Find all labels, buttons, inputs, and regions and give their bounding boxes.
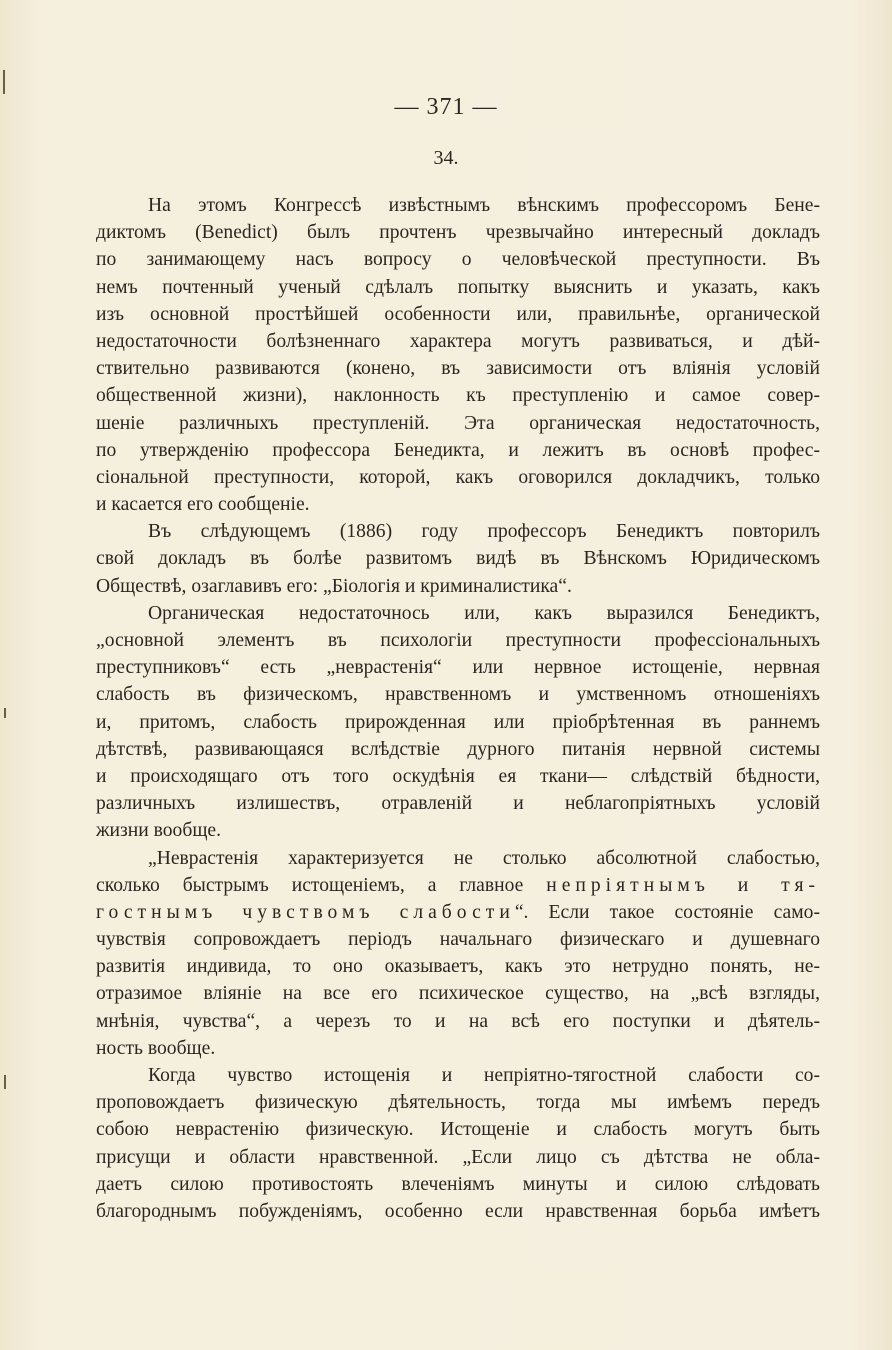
text-line: свой докладъ въ болѣе развитомъ видѣ въ Вѣнскомъ Юридическомъ <box>96 548 820 570</box>
text-line: изъ основной простѣйшей особенности или, правильнѣе, органической <box>96 303 820 325</box>
spaced-emphasis: гостнымъ чувствомъ слабости <box>96 901 515 923</box>
text-line: даетъ силою противостоять влеченіямъ минуты и силою слѣдовать <box>96 1173 820 1195</box>
text-line: общественной жизни), наклонность къ преступленію и самое совер- <box>96 385 820 407</box>
text-line: жизни вообще. <box>96 820 221 842</box>
text-line-mixed <box>96 899 820 926</box>
text-line: „основной элементъ въ психологіи преступности профессіональныхъ <box>96 630 820 651</box>
text-line: Когда чувство истощенія и непріятно-тягостной слабости со- <box>148 1065 820 1086</box>
text-line: Органическая недостаточнось или, какъ выразился Бенедиктъ, <box>148 602 820 624</box>
text-line: диктомъ (Benedict) былъ прочтенъ чрезвычайно интересный докладъ <box>96 222 820 244</box>
page-number: — 371 — <box>394 94 498 120</box>
text-line: развитія индивида, то оно оказываетъ, какъ это нетрудно понять, не- <box>96 956 820 978</box>
text-line: слабость въ физическомъ, нравственномъ и умственномъ отношеніяхъ <box>96 684 820 706</box>
page-edge-mark <box>4 1075 6 1089</box>
text-line: отразимое вліяніе на все его психическое существо, на „всѣ взгляды, <box>96 983 820 1005</box>
text-line: На этомъ Конгрессѣ извѣстнымъ вѣнскимъ профессоромъ Бене- <box>148 195 820 216</box>
body-text <box>96 192 820 1225</box>
text-line: по занимающему насъ вопросу о человѣческой преступности. Въ <box>96 249 820 271</box>
text-line: ствительно развиваются (конено, въ зависимости отъ вліянія условій <box>96 358 820 380</box>
text-line: Обществѣ, озаглавивъ его: „Біологія и криминалистика“. <box>96 575 572 597</box>
text-line: и, притомъ, слабость прирожденная или пріобрѣтенная въ раннемъ <box>96 711 820 733</box>
text-segment: “. Если такое состояніе само- <box>514 901 820 923</box>
text-line: собою неврастенію физическую. Истощеніе и слабость могутъ быть <box>96 1119 820 1141</box>
text-line: и касается его сообщеніе. <box>96 494 310 516</box>
text-line: немъ почтенный ученый сдѣлалъ попытку выяснить и указать, какъ <box>96 276 820 298</box>
text-line: ность вообще. <box>96 1037 216 1059</box>
text-line: различныхъ излишествъ, отравленій и неблагопріятныхъ условій <box>96 793 820 815</box>
section-number: 34. <box>433 147 459 169</box>
text-line: сіональной преступности, которой, какъ оговорился докладчикъ, только <box>96 466 820 488</box>
text-line: присущи и области нравственной. „Если лицо съ дѣтства не обла- <box>96 1146 820 1168</box>
text-line-mixed <box>96 872 820 899</box>
text-line: благороднымъ побужденіямъ, особенно если нравственная борьба имѣетъ <box>96 1200 820 1222</box>
text-segment: сколько быстрымъ истощеніемъ, а главное <box>96 874 524 896</box>
text-line: по утвержденію профессора Бенедикта, и лежитъ въ основѣ профес- <box>96 439 820 461</box>
page-edge-mark <box>3 70 5 94</box>
text-line: мнѣнія, чувства“, а черезъ то и на всѣ его поступки и дѣятель- <box>96 1010 820 1032</box>
text-line: недостаточности болѣзненнаго характера могутъ развиваться, и дѣй- <box>96 330 820 352</box>
text-line: Въ слѣдующемъ (1886) году профессоръ Бенедиктъ повторилъ <box>148 521 820 543</box>
text-line: и происходящаго отъ того оскудѣнія ея ткани— слѣдствій бѣдности, <box>96 765 820 787</box>
text-line: шеніе различныхъ преступленій. Эта органическая недостаточность, <box>96 412 820 434</box>
text-line: „Неврастенія характеризуется не столько абсолютной слабостью, <box>148 847 820 869</box>
text-line: дѣтствѣ, развивающаяся вслѣдствіе дурного питанія нервной системы <box>96 738 820 760</box>
text-line: чувствія сопровождаетъ періодъ начальнаго физическаго и душевнаго <box>96 929 820 951</box>
text-line: преступниковъ“ есть „неврастенія“ или нервное истощеніе, нервная <box>96 657 820 679</box>
text-line: проповождаетъ физическую дѣятельность, тогда мы имѣемъ передъ <box>96 1092 820 1114</box>
page-edge-mark <box>4 708 6 718</box>
spaced-emphasis: непріятнымъ и тя- <box>546 874 820 896</box>
